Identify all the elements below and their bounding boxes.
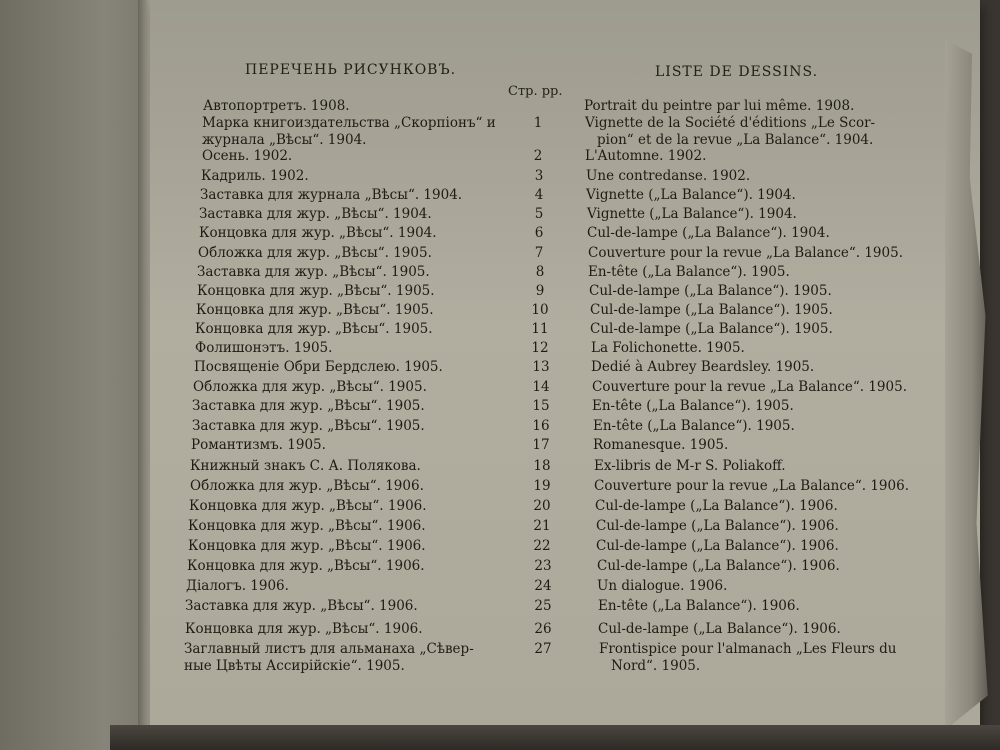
russian-title-line: Книжный знакъ С. А. Полякова. <box>190 458 421 474</box>
russian-title-line: Заглавный листъ для альманаха „Сѣвер- <box>184 641 474 657</box>
russian-title-line: Концовка для жур. „Вѣсы“. 1904. <box>199 225 437 241</box>
page-number: 2 <box>533 148 543 164</box>
russian-title-line: Обложка для жур. „Вѣсы“. 1906. <box>190 478 424 494</box>
french-title-line: La Folichonette. 1905. <box>591 340 745 356</box>
french-title-line: En-tête („La Balance“). 1905. <box>588 264 790 280</box>
page-number: 19 <box>533 478 551 494</box>
page-number: 9 <box>535 283 545 299</box>
french-title-line: Couverture pour la revue „La Balance“. 1906. <box>594 478 909 494</box>
french-title-line: Frontispice pour l'almanach „Les Fleurs du <box>599 641 897 657</box>
russian-title-line: Концовка для жур. „Вѣсы“. 1906. <box>188 518 426 534</box>
page-number: 1 <box>533 115 543 131</box>
page-number: 24 <box>534 578 552 594</box>
french-title-line: Cul-de-lampe („La Balance“). 1906. <box>597 558 840 574</box>
russian-title-line: Концовка для жур. „Вѣсы“. 1906. <box>185 621 423 637</box>
french-title-line: pion“ et de la revue „La Balance“. 1904. <box>597 132 874 148</box>
french-title-line: Cul-de-lampe („La Balance“). 1906. <box>596 538 839 554</box>
russian-title-line: Заставка для жур. „Вѣсы“. 1905. <box>192 398 425 414</box>
french-title-line: Vignette de la Société d'éditions „Le Scor- <box>585 115 876 131</box>
french-title-line: Cul-de-lampe („La Balance“). 1905. <box>589 283 832 299</box>
russian-title-line: Заставка для журнала „Вѣсы“. 1904. <box>200 187 463 203</box>
russian-title-line: журнала „Вѣсы“. 1904. <box>202 132 367 148</box>
page-number: 10 <box>531 302 549 318</box>
russian-title-line: Посвященіе Обри Бердслею. 1905. <box>194 359 443 375</box>
russian-title-line: Концовка для жур. „Вѣсы“. 1906. <box>187 558 425 574</box>
russian-title-line: Кадриль. 1902. <box>201 168 309 184</box>
french-title-line: Cul-de-lampe („La Balance“). 1905. <box>590 321 833 337</box>
page-edge <box>945 40 990 730</box>
russian-title-line: Концовка для жур. „Вѣсы“. 1905. <box>197 283 435 299</box>
russian-title-line: Діалогъ. 1906. <box>186 578 289 594</box>
facing-page <box>0 0 150 750</box>
russian-title-line: Заставка для жур. „Вѣсы“. 1905. <box>192 418 425 434</box>
page-number: 17 <box>532 437 550 453</box>
french-title-line: Nord“. 1905. <box>611 658 701 674</box>
russian-title-line: Осень. 1902. <box>202 148 293 164</box>
russian-title-line: Концовка для жур. „Вѣсы“. 1906. <box>189 498 427 514</box>
page-number: 16 <box>532 418 550 434</box>
french-title-line: Cul-de-lampe („La Balance“). 1906. <box>596 518 839 534</box>
french-title-line: Vignette („La Balance“). 1904. <box>587 206 797 222</box>
french-title-line: En-tête („La Balance“). 1906. <box>598 598 800 614</box>
russian-title-line: Заставка для жур. „Вѣсы“. 1905. <box>197 264 430 280</box>
russian-title-line: Обложка для жур. „Вѣсы“. 1905. <box>193 379 427 395</box>
page-number: 15 <box>532 398 550 414</box>
russian-title-line: Обложка для жур. „Вѣсы“. 1905. <box>198 245 432 261</box>
page-number: 20 <box>533 498 551 514</box>
french-title-line: Couverture pour la revue „La Balance“. 1905. <box>588 245 903 261</box>
french-title-line: Portrait du peintre par lui même. 1908. <box>584 98 855 114</box>
french-title-line: Un dialogue. 1906. <box>597 578 728 594</box>
russian-title-line: Концовка для жур. „Вѣсы“. 1906. <box>188 538 426 554</box>
french-title-line: Dedié à Aubrey Beardsley. 1905. <box>591 359 815 375</box>
french-title-line: Cul-de-lampe („La Balance“). 1904. <box>587 225 830 241</box>
russian-title-line: Автопортретъ. 1908. <box>203 98 350 114</box>
page-number: 5 <box>534 206 544 222</box>
page-number: 12 <box>531 340 549 356</box>
page-number: 21 <box>533 518 551 534</box>
french-title-line: Cul-de-lampe („La Balance“). 1906. <box>595 498 838 514</box>
page-number: 26 <box>534 621 552 637</box>
russian-title-line: Марка книгоиздательства „Скорпіонъ“ и <box>202 115 496 131</box>
russian-title-line: Заставка для жур. „Вѣсы“. 1906. <box>185 598 418 614</box>
french-heading: LISTE DE DESSINS. <box>655 64 819 80</box>
russian-title-line: Концовка для жур. „Вѣсы“. 1905. <box>196 302 434 318</box>
russian-title-line: Концовка для жур. „Вѣсы“. 1905. <box>195 321 433 337</box>
russian-title-line: Фолишонэтъ. 1905. <box>195 340 333 356</box>
french-title-line: En-tête („La Balance“). 1905. <box>593 418 795 434</box>
russian-title-line: Заставка для жур. „Вѣсы“. 1904. <box>199 206 432 222</box>
french-title-line: En-tête („La Balance“). 1905. <box>592 398 794 414</box>
page-number: 8 <box>535 264 545 280</box>
page-number: 6 <box>534 225 544 241</box>
french-title-line: Une contredanse. 1902. <box>586 168 751 184</box>
french-title-line: Couverture pour la revue „La Balance“. 1905. <box>592 379 907 395</box>
page-number: 18 <box>533 458 551 474</box>
page-number: 14 <box>532 379 550 395</box>
table-surface <box>110 725 1000 750</box>
french-title-line: Vignette („La Balance“). 1904. <box>586 187 796 203</box>
page-number: 27 <box>534 641 552 657</box>
french-title-line: Romanesque. 1905. <box>593 437 729 453</box>
page-number: 13 <box>532 359 550 375</box>
french-title-line: Cul-de-lampe („La Balance“). 1905. <box>590 302 833 318</box>
page-number: 7 <box>534 245 544 261</box>
page-number: 4 <box>534 187 544 203</box>
russian-title-line: Романтизмъ. 1905. <box>191 437 326 453</box>
page-number: 22 <box>533 538 551 554</box>
page-number: 3 <box>534 168 544 184</box>
page-column-header: Стр. pp. <box>508 84 563 99</box>
page-number: 23 <box>534 558 552 574</box>
page-number: 25 <box>534 598 552 614</box>
french-title-line: L'Automne. 1902. <box>585 148 707 164</box>
page-number: 11 <box>531 321 549 337</box>
french-title-line: Cul-de-lampe („La Balance“). 1906. <box>598 621 841 637</box>
french-title-line: Ex-libris de M-r S. Poliakoff. <box>594 458 786 474</box>
russian-title-line: ные Цвѣты Ассирійскіе“. 1905. <box>184 658 405 674</box>
russian-heading: ПЕРЕЧЕНЬ РИСУНКОВЪ. <box>245 62 457 78</box>
